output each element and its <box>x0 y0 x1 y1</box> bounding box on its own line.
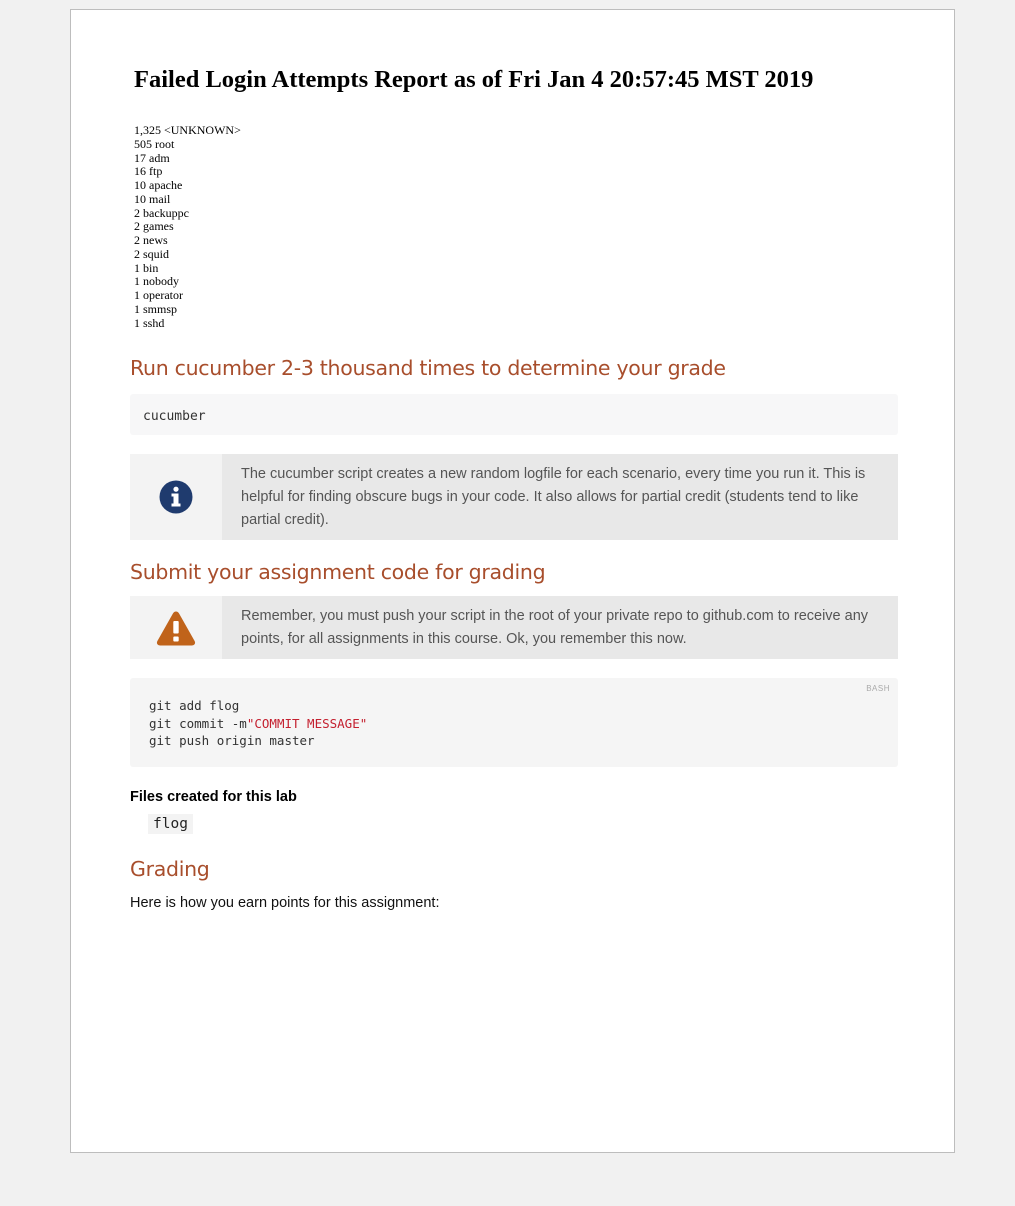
report-title: Failed Login Attempts Report as of Fri Jan 4 20:57:45 MST 2019 <box>134 66 814 93</box>
info-callout-text: The cucumber script creates a new random logfile for each scenario, every time you run it. This is helpful for finding obscure bugs in your code. It also allows for partial credit (students tend to like partial credit). <box>222 454 898 540</box>
info-callout <box>130 454 898 540</box>
report-line: 1 operator <box>134 288 183 302</box>
code-string: "COMMIT MESSAGE" <box>246 715 368 731</box>
grading-heading: Grading <box>130 857 210 881</box>
submit-heading: Submit your assignment code for grading <box>130 560 546 584</box>
file-item: flog <box>148 814 193 834</box>
report-line: 1 bin <box>134 260 159 275</box>
git-code-block[interactable] <box>130 678 898 767</box>
report-line: 505 root <box>134 136 175 151</box>
report-line: 2 games <box>134 219 174 234</box>
warning-callout-text: Remember, you must push your script in the root of your private repo to github.com to receive any points, for all assignments in this course. Ok, you remember this now. <box>222 596 898 659</box>
report-line: 17 adm <box>134 150 170 165</box>
report-line: 1 nobody <box>134 274 179 289</box>
files-created-label: Files created for this lab <box>130 789 297 805</box>
warning-callout <box>130 596 898 659</box>
report-line: 16 ftp <box>134 164 163 179</box>
report-line: 1 smmsp <box>134 301 178 316</box>
grading-intro: Here is how you earn points for this assignment: <box>130 895 440 911</box>
report-line: 10 mail <box>134 191 171 206</box>
code-line-prefix: git commit -m <box>149 715 247 731</box>
code-line: git add flog <box>149 698 240 713</box>
report-list <box>134 124 241 330</box>
report-line: 2 news <box>134 233 168 247</box>
report-line: 1 sshd <box>134 315 165 330</box>
info-circle-icon <box>130 454 222 540</box>
code-line: git push origin master <box>149 733 315 748</box>
document-page <box>70 9 955 1153</box>
report-line: 1,325 <UNKNOWN> <box>134 123 241 137</box>
report-line: 2 squid <box>134 246 170 261</box>
report-line: 2 backuppc <box>134 205 189 220</box>
cucumber-command: cucumber <box>143 409 206 424</box>
report-line: 10 apache <box>134 178 183 192</box>
cucumber-command-block[interactable] <box>130 394 898 435</box>
warning-triangle-icon <box>130 596 222 659</box>
code-content <box>149 697 367 750</box>
code-language-label: BASH <box>866 684 890 693</box>
run-cucumber-heading: Run cucumber 2-3 thousand times to determine your grade <box>130 356 726 380</box>
